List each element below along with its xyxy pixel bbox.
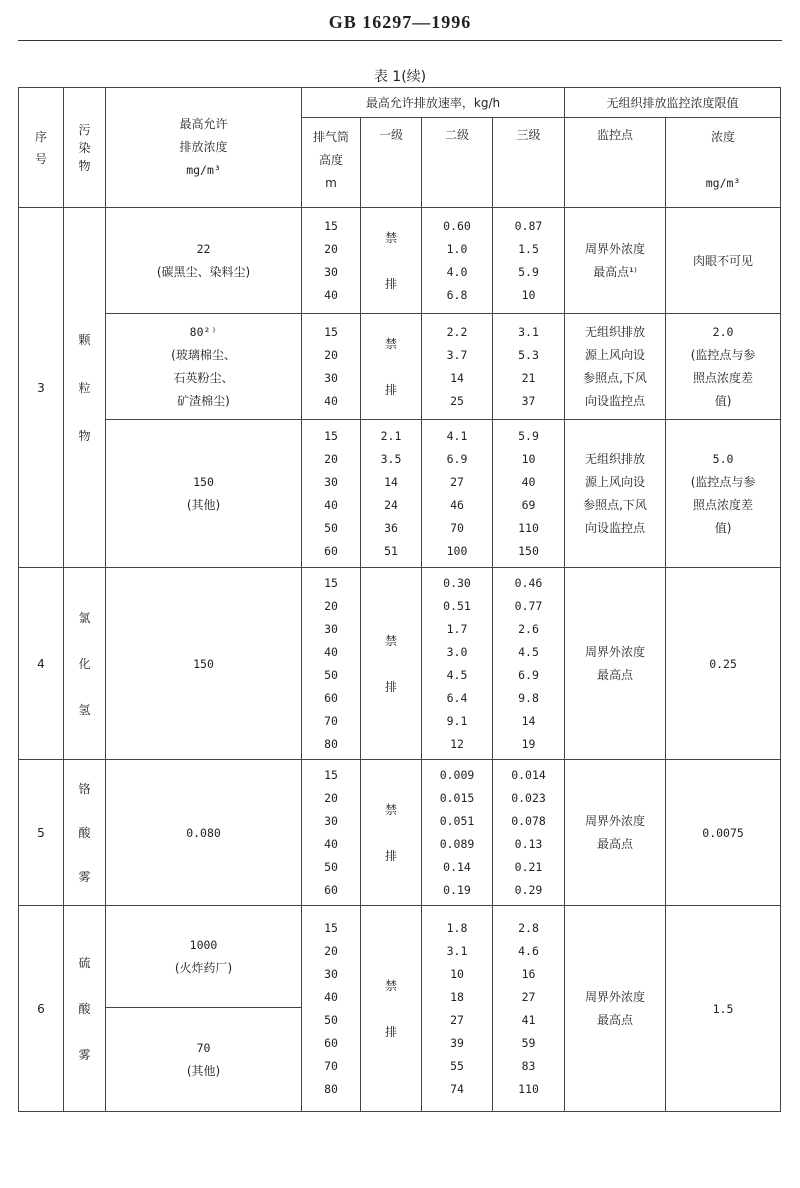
max-conc-cell: 1000 (火炸药厂) xyxy=(106,906,302,1008)
table-row xyxy=(19,314,781,420)
max-conc-cell: 70 (其他) xyxy=(106,1008,302,1112)
level1-cell: 禁 排 xyxy=(361,208,422,314)
level1-cell: 禁 排 xyxy=(361,568,422,760)
level3-cell: 5.9 10 40 69 110 150 xyxy=(493,420,565,568)
limit-cell: 0.0075 xyxy=(666,760,781,906)
level2-cell: 2.2 3.7 14 25 xyxy=(422,314,493,420)
pollutant-cell: 颗 粒 物 xyxy=(64,208,106,568)
limit-cell: 5.0 (监控点与参 照点浓度差 值) xyxy=(666,420,781,568)
header-max-conc: 最高允许 排放浓度 mg/m³ xyxy=(106,88,302,208)
seq-cell: 6 xyxy=(19,906,64,1112)
table-caption: 表 1(续) xyxy=(373,69,427,85)
level1-cell: 禁 排 xyxy=(361,314,422,420)
limit-cell: 1.5 xyxy=(666,906,781,1112)
max-conc-cell: 0.080 xyxy=(106,760,302,906)
pollutant-cell: 铬 酸 雾 xyxy=(64,760,106,906)
table-row xyxy=(19,568,781,760)
pollutant-cell: 硫 酸 雾 xyxy=(64,906,106,1112)
level1-cell: 禁 排 xyxy=(361,906,422,1112)
limit-cell: 肉眼不可见 xyxy=(666,208,781,314)
monitor-point-cell: 周界外浓度 最高点 xyxy=(565,568,666,760)
seq-cell: 4 xyxy=(19,568,64,760)
monitor-point-cell: 周界外浓度 最高点 xyxy=(565,760,666,906)
header-monitor-point: 监控点 xyxy=(565,118,666,208)
header-unorg-group: 无组织排放监控浓度限值 xyxy=(565,88,781,118)
level3-cell: 0.46 0.77 2.6 4.5 6.9 9.8 14 19 xyxy=(493,568,565,760)
monitor-point-cell: 周界外浓度 最高点 xyxy=(565,906,666,1112)
table-row xyxy=(19,760,781,906)
level3-cell: 2.8 4.6 16 27 41 59 83 110 xyxy=(493,906,565,1112)
height-cell: 15 20 30 40 50 60 70 80 xyxy=(302,906,361,1112)
height-cell: 15 20 30 40 50 60 70 80 xyxy=(302,568,361,760)
standard-number: GB 16297—1996 xyxy=(328,12,472,32)
level3-cell: 0.87 1.5 5.9 10 xyxy=(493,208,565,314)
header-conc: 浓度 mg/m³ xyxy=(666,118,781,208)
table-row xyxy=(19,906,781,1008)
level2-cell: 0.009 0.015 0.051 0.089 0.14 0.19 xyxy=(422,760,493,906)
monitor-point-cell: 无组织排放 源上风向设 参照点,下风 向设监控点 xyxy=(565,420,666,568)
header-stack-height: 排气筒 高度 m xyxy=(302,118,361,208)
height-cell: 15 20 30 40 50 60 xyxy=(302,760,361,906)
header-rate-group: 最高允许排放速率，kg/h xyxy=(302,88,565,118)
emission-limits-table xyxy=(18,87,781,1112)
limit-cell: 2.0 (监控点与参 照点浓度差 值) xyxy=(666,314,781,420)
monitor-point-cell: 无组织排放 源上风向设 参照点,下风 向设监控点 xyxy=(565,314,666,420)
header-level1: 一级 xyxy=(361,118,422,208)
header-level2: 二级 xyxy=(422,118,493,208)
level3-cell: 0.014 0.023 0.078 0.13 0.21 0.29 xyxy=(493,760,565,906)
limit-cell: 0.25 xyxy=(666,568,781,760)
level1-cell: 禁 排 xyxy=(361,760,422,906)
max-conc-cell: 22 (碳黑尘、染料尘) xyxy=(106,208,302,314)
header-level3: 三级 xyxy=(493,118,565,208)
pollutant-cell: 氯 化 氢 xyxy=(64,568,106,760)
level2-cell: 4.1 6.9 27 46 70 100 xyxy=(422,420,493,568)
height-cell: 15 20 30 40 xyxy=(302,208,361,314)
header-seq: 序 号 xyxy=(19,88,64,208)
level2-cell: 0.60 1.0 4.0 6.8 xyxy=(422,208,493,314)
height-cell: 15 20 30 40 50 60 xyxy=(302,420,361,568)
max-conc-cell: 80²⁾ (玻璃棉尘、 石英粉尘、 矿渣棉尘) xyxy=(106,314,302,420)
table-row xyxy=(19,208,781,314)
header-rule xyxy=(18,40,782,41)
table-row xyxy=(19,420,781,568)
level3-cell: 3.1 5.3 21 37 xyxy=(493,314,565,420)
seq-cell: 3 xyxy=(19,208,64,568)
monitor-point-cell: 周界外浓度 最高点¹⁾ xyxy=(565,208,666,314)
max-conc-cell: 150 (其他) xyxy=(106,420,302,568)
max-conc-cell: 150 xyxy=(106,568,302,760)
height-cell: 15 20 30 40 xyxy=(302,314,361,420)
header-pollutant: 污 染 物 xyxy=(64,88,106,208)
seq-cell: 5 xyxy=(19,760,64,906)
level2-cell: 0.30 0.51 1.7 3.0 4.5 6.4 9.1 12 xyxy=(422,568,493,760)
level1-cell: 2.1 3.5 14 24 36 51 xyxy=(361,420,422,568)
level2-cell: 1.8 3.1 10 18 27 39 55 74 xyxy=(422,906,493,1112)
